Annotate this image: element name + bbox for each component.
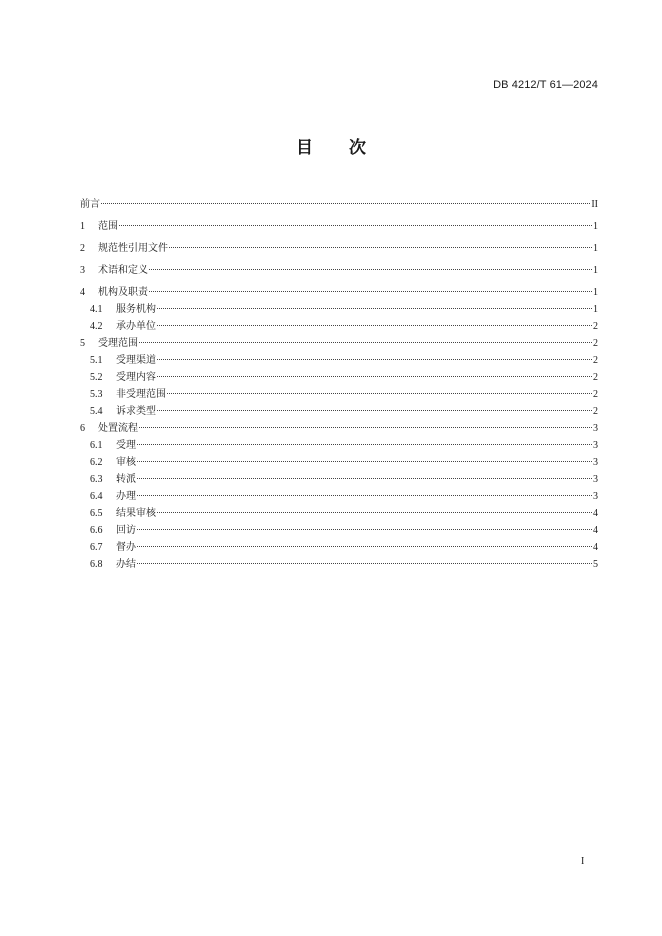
toc-entry-6-7[interactable] [80, 539, 598, 556]
toc-entry-number: 5 [80, 338, 85, 349]
toc-entry-number: 5.1 [90, 355, 103, 366]
toc-entry-6[interactable] [80, 420, 598, 437]
toc-entry-number: 6.4 [90, 491, 103, 502]
title-char-2: 次 [349, 138, 366, 158]
toc-entry-label: 服务机构 [116, 304, 156, 315]
toc-entry-3[interactable] [80, 262, 598, 279]
toc-entry-number: 6.2 [90, 457, 103, 468]
toc-entry-label: 受理 [116, 440, 136, 451]
document-code: DB 4212/T 61—2024 [493, 79, 598, 91]
toc-entry-number: 5.3 [90, 389, 103, 400]
toc-entry-label: 受理渠道 [116, 355, 156, 366]
toc-entry-page: 2 [593, 406, 598, 417]
toc-leader [137, 461, 592, 462]
table-of-contents [80, 196, 598, 573]
toc-entry-page: II [591, 199, 598, 210]
toc-entry-label: 转派 [116, 474, 136, 485]
toc-entry-number: 1 [80, 221, 85, 232]
toc-entry-label: 审核 [116, 457, 136, 468]
toc-entry-6-8[interactable] [80, 556, 598, 573]
toc-entry-6-1[interactable] [80, 437, 598, 454]
toc-entry-page: 2 [593, 338, 598, 349]
toc-leader [149, 269, 592, 270]
toc-entry-page: 1 [593, 287, 598, 298]
toc-entry-label: 办理 [116, 491, 136, 502]
toc-entry-page: 1 [593, 304, 598, 315]
toc-entry-label: 处置流程 [98, 423, 138, 434]
toc-entry-label: 办结 [116, 559, 136, 570]
page-number: I [581, 856, 585, 867]
toc-entry-label: 受理内容 [116, 372, 156, 383]
toc-entry-page: 3 [593, 440, 598, 451]
toc-entry-5-2[interactable] [80, 369, 598, 386]
toc-entry-page: 3 [593, 474, 598, 485]
toc-entry-4-2[interactable] [80, 318, 598, 335]
toc-entry-number: 6.1 [90, 440, 103, 451]
toc-entry-2[interactable] [80, 240, 598, 257]
toc-entry-page: 2 [593, 389, 598, 400]
toc-entry-6-5[interactable] [80, 505, 598, 522]
toc-entry-6-6[interactable] [80, 522, 598, 539]
toc-entry-label: 诉求类型 [116, 406, 156, 417]
toc-leader [139, 427, 592, 428]
toc-entry-6-2[interactable] [80, 454, 598, 471]
toc-entry-number: 6.8 [90, 559, 103, 570]
toc-entry-number: 6.5 [90, 508, 103, 519]
toc-entry-label: 结果审核 [116, 508, 156, 519]
toc-entry-5-1[interactable] [80, 352, 598, 369]
toc-leader [137, 529, 592, 530]
toc-entry-page: 4 [593, 542, 598, 553]
toc-entry-page: 4 [593, 508, 598, 519]
title-char-1: 目 [296, 138, 313, 158]
toc-entry-5-3[interactable] [80, 386, 598, 403]
toc-entry-label: 受理范围 [98, 338, 138, 349]
toc-leader [157, 359, 592, 360]
toc-entry-label: 非受理范围 [116, 389, 166, 400]
toc-entry-number: 6.7 [90, 542, 103, 553]
toc-entry-label: 督办 [116, 542, 136, 553]
toc-entry-5-4[interactable] [80, 403, 598, 420]
toc-entry-page: 1 [593, 243, 598, 254]
toc-leader [137, 546, 592, 547]
toc-entry-number: 4.1 [90, 304, 103, 315]
toc-entry-1[interactable] [80, 218, 598, 235]
toc-leader [169, 247, 592, 248]
toc-entry-label: 回访 [116, 525, 136, 536]
toc-entry-page: 3 [593, 457, 598, 468]
toc-entry-number: 4 [80, 287, 85, 298]
toc-entry-label: 范围 [98, 221, 118, 232]
toc-entry-number: 5.4 [90, 406, 103, 417]
toc-leader [137, 478, 592, 479]
toc-leader [119, 225, 592, 226]
toc-entry-page: 5 [593, 559, 598, 570]
toc-leader [101, 203, 590, 204]
toc-entry-page: 1 [593, 221, 598, 232]
toc-entry-number: 4.2 [90, 321, 103, 332]
toc-entry-page: 2 [593, 372, 598, 383]
toc-entry-6-4[interactable] [80, 488, 598, 505]
toc-leader [157, 376, 592, 377]
toc-entry-number: 6 [80, 423, 85, 434]
toc-leader [157, 308, 592, 309]
toc-entry-label: 前言 [80, 199, 100, 210]
toc-leader [137, 563, 592, 564]
toc-leader [137, 444, 592, 445]
toc-entry-page: 3 [593, 491, 598, 502]
toc-leader [139, 342, 592, 343]
page-title [0, 133, 662, 158]
toc-entry-label: 机构及职责 [98, 287, 148, 298]
toc-entry-6-3[interactable] [80, 471, 598, 488]
toc-leader [157, 325, 592, 326]
toc-entry-5[interactable] [80, 335, 598, 352]
toc-entry-label: 规范性引用文件 [98, 243, 168, 254]
toc-entry-4[interactable] [80, 284, 598, 301]
toc-entry-number: 6.3 [90, 474, 103, 485]
toc-leader [149, 291, 592, 292]
toc-leader [157, 512, 592, 513]
toc-leader [167, 393, 592, 394]
toc-leader [157, 410, 592, 411]
toc-entry-4-1[interactable] [80, 301, 598, 318]
toc-entry-page: 2 [593, 355, 598, 366]
toc-entry-page: 4 [593, 525, 598, 536]
toc-entry-number: 3 [80, 265, 85, 276]
toc-entry-foreword[interactable] [80, 196, 598, 213]
toc-leader [137, 495, 592, 496]
toc-entry-page: 2 [593, 321, 598, 332]
toc-entry-number: 5.2 [90, 372, 103, 383]
toc-entry-number: 6.6 [90, 525, 103, 536]
toc-entry-number: 2 [80, 243, 85, 254]
toc-entry-page: 3 [593, 423, 598, 434]
toc-entry-label: 术语和定义 [98, 265, 148, 276]
toc-entry-label: 承办单位 [116, 321, 156, 332]
toc-entry-page: 1 [593, 265, 598, 276]
